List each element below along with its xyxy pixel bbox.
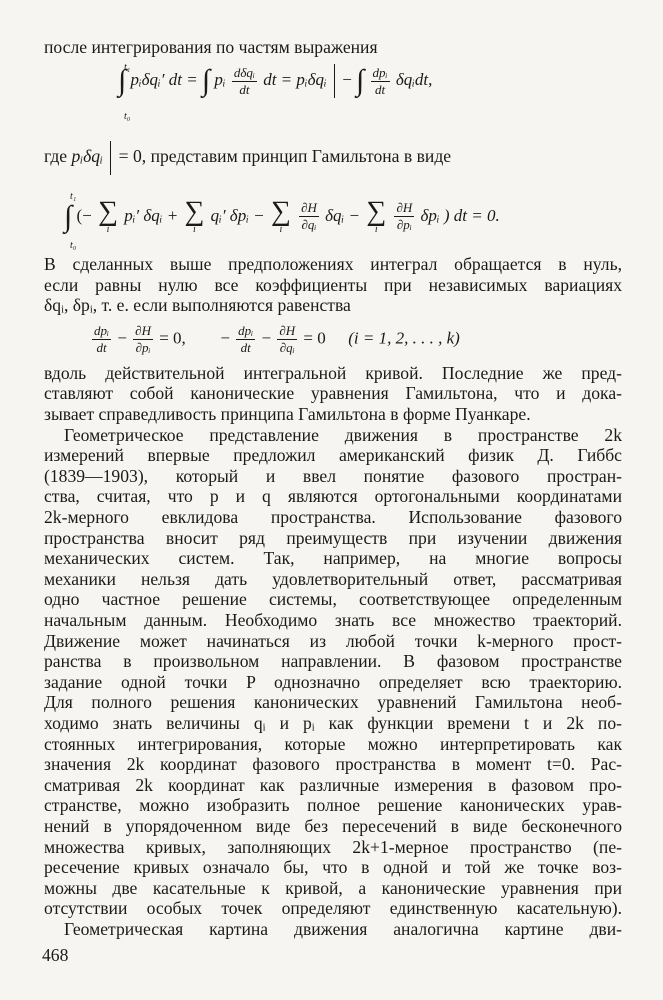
- integral-limit: t₀: [124, 110, 131, 122]
- fraction: $\frac{\partial H}{\text{∂pᵢ}}$: [396, 200, 413, 233]
- eq-term: pᵢ′ δqᵢ +: [124, 205, 179, 225]
- text-line: если равны нулю все коэффициенты при независимых вариациях: [44, 274, 622, 295]
- eq-term: (i = 1, 2, . . . , k): [348, 327, 460, 347]
- text-line: одно частное решение системы, соответствующее определенным: [44, 589, 622, 610]
- evaluation-bar: [334, 64, 335, 98]
- fraction: $\frac{\text{dδqᵢ}}{dt}$: [233, 64, 255, 97]
- text-line: пространства вносит ряд преимуществ при изучении движения: [44, 527, 622, 548]
- text-line: задание одной точки P однозначно определяет всю траекторию.: [44, 671, 622, 692]
- eq-term: (−: [76, 205, 92, 225]
- eq-term: −: [261, 327, 272, 347]
- eq-term: = 0: [303, 327, 326, 347]
- eq-term: δpᵢ ) dt = 0.: [420, 205, 500, 225]
- text-line: В сделанных выше предположениях интеграл обращается в нуль,: [44, 254, 622, 275]
- eq-term: −: [117, 327, 127, 347]
- text-line: начальным данным. Необходимо знать все множество траекторий.: [44, 610, 622, 631]
- sum-sign: ∑ i: [270, 195, 291, 235]
- integral-limit: t₁: [124, 62, 131, 74]
- sum-sign: ∑ i: [184, 195, 205, 235]
- fraction: $\frac{\text{dpᵢ}}{dt}$: [94, 322, 110, 355]
- text-line: после интегрирования по частям выражения: [44, 37, 378, 57]
- eq-term: qᵢ′ δpᵢ −: [210, 205, 265, 225]
- integral-sign: ∫: [118, 64, 127, 98]
- fraction: $\frac{\text{dpᵢ}}{dt}$: [372, 64, 388, 97]
- text-line: сматривая 2k координат как различные измерения в фазовом про-: [44, 774, 622, 795]
- text-line: Для полного решения канонических уравнений Гамильтона необ-: [44, 692, 622, 713]
- text-line: механики нельзя дать удовлетворительный ответ, рассматривая: [44, 568, 622, 589]
- text-line: зывает справедливость принципа Гамильтона в форме Пуанкаре.: [44, 404, 531, 425]
- text-fragment: = 0, представим принцип Гамильтона в виде: [118, 145, 452, 166]
- text-line: ставляют собой канонические уравнения Гамильтона, что и дока-: [44, 383, 622, 404]
- text-line: Геометрическое представление движения в пространстве 2k: [64, 424, 622, 445]
- text-line: измерений впервые предложил американский физик Д. Гиббс: [44, 445, 622, 466]
- text-line: δqᵢ, δpᵢ, т. е. если выполняются равенства: [44, 295, 351, 316]
- fraction: $\frac{\partial H}{\text{∂qᵢ}}$: [301, 200, 317, 233]
- page-number: 468: [42, 945, 69, 965]
- integral-sign: ∫: [201, 64, 211, 98]
- integral-limit: t₀: [70, 240, 77, 252]
- text-line: вдоль действительной интегральной кривой. Последние же пред-: [44, 362, 622, 383]
- eq-term: = 0,: [159, 327, 186, 347]
- eq-term: pᵢδqᵢ: [71, 145, 103, 166]
- text-line: странстве, можно изобразить полное решение канонических урав-: [44, 795, 622, 816]
- integral-sign: ∫: [356, 64, 365, 98]
- text-line: стоянных интегрирования, которые можно интерпретировать как: [44, 733, 622, 754]
- fraction: $\frac{\text{dpᵢ}}{dt}$: [238, 322, 254, 355]
- sum-sign: ∑ i: [97, 195, 118, 235]
- evaluation-bar: [110, 141, 111, 175]
- text-line: множества кривых, заполняющих 2k+1-мерное пространство (пе-: [44, 836, 622, 857]
- eq-term: δqᵢ −: [325, 205, 360, 225]
- text-line: нений в упорядоченном виде без пересечений в виде бесконечного: [44, 816, 622, 836]
- equation-canonical: [90, 323, 460, 356]
- text-fragment: где: [44, 145, 68, 166]
- eq-term: −: [220, 327, 230, 347]
- text-line: (1839—1903), который и ввел понятие фазового простран-: [44, 465, 622, 486]
- fraction: $\frac{\partial H}{\text{∂qᵢ}}$: [279, 322, 296, 355]
- text-line: отсутствии особых точек определяют единственную касательную).: [44, 898, 622, 919]
- eq-term: pᵢδqᵢ′ dt =: [130, 69, 198, 89]
- text-line: ства, считая, что p и q являются ортогональными координатами: [44, 486, 622, 507]
- text-line: Движение может начинаться из любой точки k-мерного прост-: [44, 630, 622, 651]
- fraction: $\frac{\partial H}{\text{∂pᵢ}}$: [135, 322, 151, 355]
- equation-boundary-condition: [44, 141, 451, 175]
- text-line: можны две касательные к кривой, а канонические уравнения при: [44, 877, 622, 898]
- eq-term: δqᵢdt,: [395, 69, 433, 89]
- eq-term: pᵢ: [214, 69, 226, 89]
- text-line: ходимо знать величины qᵢ и pᵢ как функции времени t и 2k по-: [44, 713, 622, 733]
- equation-integration-by-parts: [118, 64, 432, 98]
- text-line: ресечение кривых означало бы, что в одной и той же точке воз-: [44, 857, 622, 878]
- text-line: 2k-мерного евклидова пространства. Использование фазового: [44, 507, 622, 528]
- integral-limit: t₁: [70, 191, 77, 203]
- eq-term: −: [342, 69, 352, 89]
- text-line: ранства в произвольном направлении. В фазовом пространстве: [44, 651, 622, 672]
- integral-sign: ∫: [64, 199, 73, 233]
- sum-sign: ∑ i: [366, 195, 387, 235]
- eq-term: dt = pᵢδqᵢ: [263, 69, 327, 89]
- text-line: Геометрическая картина движения аналогична картине дви-: [64, 919, 622, 939]
- text-line: механических систем. Так, например, на многие вопросы: [44, 548, 622, 569]
- text-line: значения 2k координат фазового пространства в момент t=0. Рас-: [44, 754, 622, 775]
